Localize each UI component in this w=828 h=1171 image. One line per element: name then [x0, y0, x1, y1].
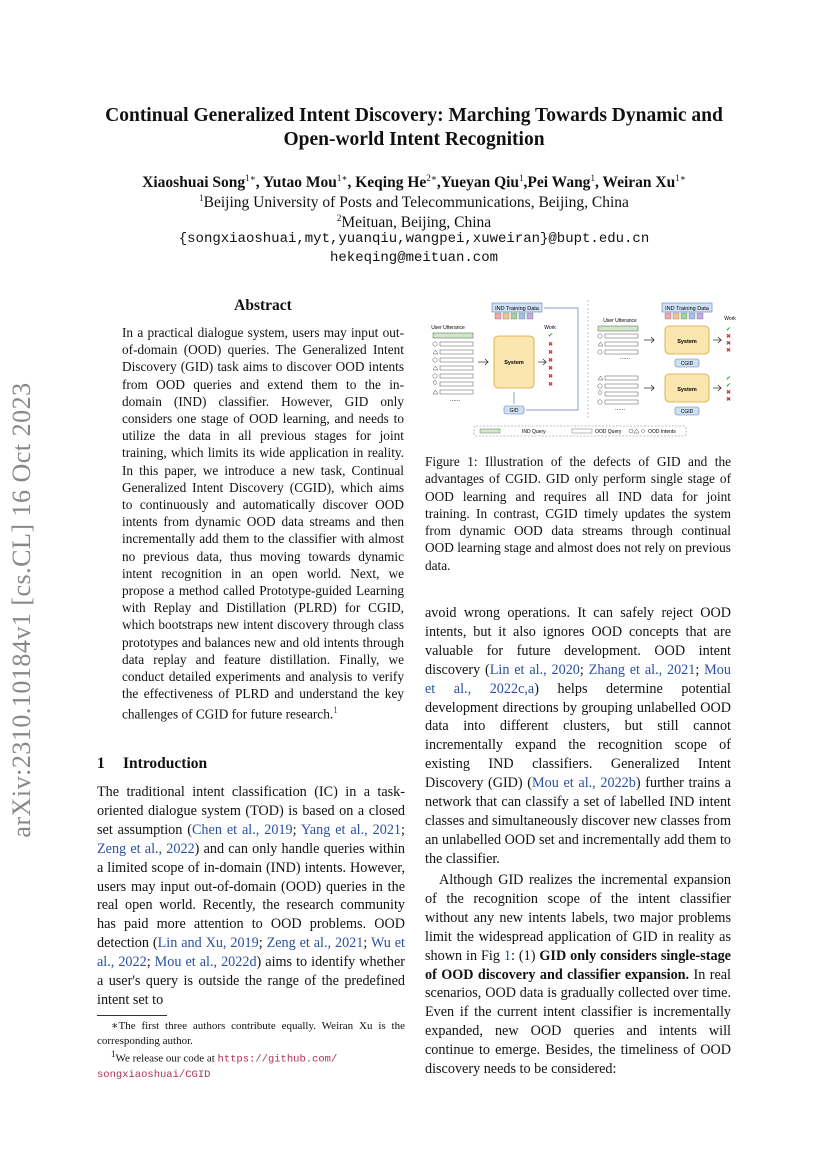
footnote-2: $^1$We release our code at https://github.com/ songxiaoshuai/CGID [97, 1049, 338, 1082]
svg-text:✖: ✖ [548, 350, 554, 356]
svg-text:✖: ✖ [726, 397, 732, 403]
arrow-icon [644, 385, 654, 391]
email-1: {songxiaoshuai,myt,yuanqiu,wangpei,xuweiran}@bupt.edu.cn [178, 231, 650, 247]
abstract-body: In a practical dialogue system, users may input out-of-domain (OOD) queries. The Generalized Intent Discovery (GID) task aims to discover OOD intents from OOD queries and extend them to the in-domain (IND) classifier. However, GID only considers one stage of OOD learning, and needs to utilize the data in all previous stages for joint training, which limits its wide application in reality. In this paper, we introduce a new task, Continual Generalized Intent Discovery (CGID), which aims to continuously and automatically discover OOD intents from dynamic OOD data streams and then incrementally add them to the classifier with almost no previous data, thus moving towards dynamic intent recognition in an open world. Next, we propose a method called Prototype-guided Learning with Replay and Distillation (PLRD) for CGID, which bootstraps new intent discovery through class prototypes and balances new and old intents through data replay and feature distillation. Finally, we conduct detailed experiments and analysis to verify the effectiveness of PLRD and understand the key challenges of CGID for future research.$^1$ [122, 325, 404, 722]
svg-text:✖: ✖ [548, 382, 554, 388]
code-url-link[interactable]: songxiaoshuai/CGID [97, 1069, 211, 1082]
work-label: Work [724, 316, 736, 322]
abstract-heading: Abstract [234, 297, 292, 314]
citation-link[interactable]: Zeng et al., 2022 [97, 840, 195, 857]
right-paragraph-1: avoid wrong operations. It can safely reject OOD intents, but it also ignores OOD concepts that are valuable for future development. OOD intent discovery (Lin et al., 2020; Zhang et al., 2021; Mou et al., 2022c,a) helps determine potential development directions by grouping unlabelled OOD data into different clusters, but still cannot incrementally expand the recognition scope of existing IND classifiers. Generalized Intent Discovery (GID) (Mou et al., 2022b) further trains a network that can classify a set of labelled IND intent classes and simultaneously discover new classes from an unlabelled OOD set and incrementally add them to the classifier. [425, 605, 732, 867]
arrow-icon [713, 337, 721, 343]
ind-data-squares [495, 313, 533, 319]
system-label: System [677, 339, 697, 345]
footnote-rule [97, 1015, 167, 1016]
paper-title [80, 104, 748, 152]
citation-link[interactable]: Zeng et al., 2021 [266, 935, 364, 952]
svg-text:✔: ✔ [726, 376, 732, 382]
right-paragraph-2: Although GID realizes the incremental expansion of the recognition scope of the intent classifier without any new intents labels, two major problems limit the widespread application of GID in reality as shown in Fig 1: (1) GID only considers single-stage of OOD discovery and classifier expansion. In real scenarios, OOD data is gradually collected over time. Even if the current intent classifier is incrementally expanded, new OOD queries and intents will continue to emerge. Besides, the timeliness of OOD discovery needs to be considered: [425, 872, 731, 1078]
author-name: Yueyan Qiu [440, 174, 520, 192]
author-list: Xiaoshuai Song$^{1∗}$, Yutao Mou$^{1∗}$, Keqing $He^{2∗},Yueyan$ Qiu$^1$,Pei Wang$^1$, Weiran $Xu^{1∗}$ [142, 173, 686, 192]
author-name: Xiaoshuai Song [142, 174, 246, 192]
user-utterance-label: User Utterance [431, 325, 465, 331]
svg-text:✖: ✖ [726, 390, 732, 396]
ellipsis: ...... [449, 397, 461, 403]
footnote-1: ∗The first three authors contribute equally. Weiran Xu is the corresponding author. [97, 1020, 405, 1047]
svg-text:✖: ✖ [548, 358, 554, 364]
cgid-label: CGID [680, 409, 694, 415]
affiliation-2: $^2$Meituan, Beijing, China [336, 213, 492, 232]
arrow-icon [478, 359, 488, 365]
legend-intent-shapes [629, 429, 645, 433]
svg-text:✖: ✖ [548, 342, 554, 348]
citation-link[interactable]: Lin and Xu, 2019 [157, 935, 259, 952]
citation-link[interactable]: Mou et al., 2022d [154, 954, 257, 971]
svg-text:✔: ✔ [726, 383, 732, 389]
figure-caption: Figure 1: Illustration of the defects of GID and the advantages of CGID. GID only perform single stage of OOD learning and requires all IND data for joint training. In contrast, CGID timely updates the system from dynamic OOD data streams through continual OOD learning stage and almost does not rely on previous data. [425, 454, 731, 573]
ellipsis: ...... [614, 406, 626, 412]
svg-text:✖: ✖ [726, 334, 732, 340]
intro-paragraph: The traditional intent classification (IC) in a task-oriented dialogue system (TOD) is based on a closed set assumption (Chen et al., 2019; Yang et al., 2021; Zeng et al., 2022) and can only handle queries within a limited scope of in-domain (IND) intents. However, users may input out-of-domain (OOD) queries in the real open world. Recently, the research community has paid more attention to OOD problems. OOD detection (Lin and Xu, 2019; Zeng et al., 2021; Wu et al., 2022; Mou et al., 2022d) aims to identify whether a user's query is outside the range of the predefined intent set to [97, 784, 405, 1008]
svg-text:✔: ✔ [548, 333, 554, 339]
author-name: Keqing He [355, 174, 427, 192]
legend-ood-label: OOD Query [595, 429, 622, 435]
legend-ood-swatch [572, 429, 592, 433]
svg-text:✖: ✖ [548, 374, 554, 380]
work-label: Work [544, 325, 556, 331]
svg-text:✖: ✖ [548, 366, 554, 372]
svg-text:✖: ✖ [726, 341, 732, 347]
legend-intents-label: OOD Intents [648, 429, 676, 435]
utterance-list [598, 326, 638, 404]
title-line-2: Open-world Intent Recognition [283, 129, 545, 150]
code-url-link[interactable]: https://github.com/ [217, 1053, 338, 1066]
footnote-mark: 1 [333, 705, 338, 716]
citation-link[interactable]: Mou et al., 2022b [532, 775, 636, 792]
svg-text:✔: ✔ [726, 327, 732, 333]
citation-link[interactable]: Yang et al., 2021 [300, 821, 402, 838]
citation-link[interactable]: Mou et al., 2022c,a [425, 661, 731, 697]
affiliation-1: $^1$Beijing University of Posts and Telecommunications, Beijing, China [199, 193, 629, 212]
utterance-list [433, 333, 473, 394]
system-label: System [677, 387, 697, 393]
ind-data-squares [665, 313, 703, 319]
citation-link[interactable]: Zhang et al., 2021 [588, 661, 696, 678]
legend-ind-label: IND Query [522, 429, 546, 435]
section-heading: 1 Introduction [97, 755, 208, 772]
email-2: hekeqing@meituan.com [329, 250, 499, 266]
arxiv-stamp: arXiv:2310.10184v1 [cs.CL] 16 Oct 2023 [7, 382, 36, 838]
author-name: Yutao Mou [262, 174, 337, 192]
legend-ind-swatch [480, 429, 500, 433]
citation-link[interactable]: Wu et al., 2022 [97, 935, 405, 971]
figure-ref-link[interactable]: 1 [503, 947, 511, 964]
figure-1 [420, 300, 738, 444]
ellipsis: ...... [619, 355, 631, 361]
ind-training-data-label: IND Training Data [665, 306, 709, 312]
arrow-icon [538, 359, 546, 365]
title-line-1: Continual Generalized Intent Discovery: Marching Towards Dynamic and [105, 105, 723, 126]
citation-link[interactable]: Lin et al., 2020 [489, 661, 580, 678]
author-name: Weiran Xu [602, 174, 676, 192]
ind-training-data-label: IND Training Data [495, 306, 539, 312]
gid-label: GID [509, 408, 519, 414]
work-status-marks [726, 327, 731, 403]
svg-text:✖: ✖ [726, 348, 732, 354]
arrow-icon [713, 385, 721, 391]
cgid-label: CGID [680, 361, 694, 367]
system-label: System [504, 360, 524, 366]
arrow-icon [644, 337, 654, 343]
work-status-marks [548, 333, 553, 388]
citation-link[interactable]: Chen et al., 2019 [191, 821, 293, 838]
author-name: Pei Wang [527, 174, 591, 192]
user-utterance-label: User Utterance [603, 318, 637, 324]
